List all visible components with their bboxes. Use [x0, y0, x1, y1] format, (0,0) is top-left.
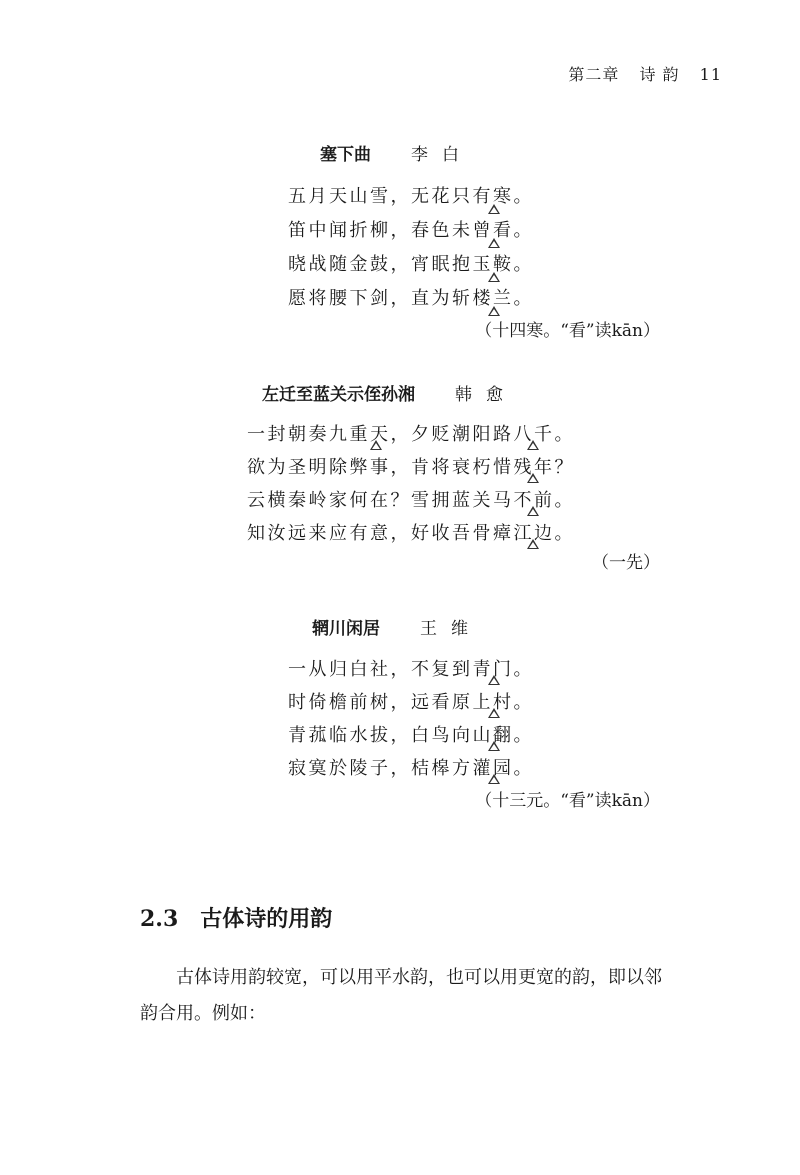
poem-line: 云横秦岭家何在？雪拥蓝关马不前。 — [247, 490, 575, 511]
rhyme-mark-icon — [527, 506, 539, 516]
page-number: 11 — [699, 65, 722, 84]
poem-line: 笛中闻折柳，春色未曾看。 — [288, 220, 534, 241]
rhyme-mark-icon — [527, 473, 539, 483]
rhyme-mark-icon — [488, 708, 500, 718]
rhyme-mark-icon — [488, 306, 500, 316]
poem-note: （十四寒。“看”读kān） — [475, 321, 660, 341]
poem-line: 知汝远来应有意，好收吾骨瘴江边。 — [247, 523, 575, 544]
poem-author: 李白 — [411, 145, 473, 165]
poem-title-text: 辋川闲居 — [312, 619, 380, 639]
rhyme-mark-icon — [488, 238, 500, 248]
poem-note: （一先） — [592, 553, 660, 573]
poem-title — [262, 380, 517, 405]
poem-note: （十三元。“看”读kān） — [475, 791, 660, 811]
poem-author: 韩愈 — [455, 385, 517, 405]
body-paragraph: 古体诗用韵较宽，可以用平水韵，也可以用更宽的韵，即以邻韵合用。例如： — [140, 967, 662, 1024]
rhyme-mark-icon — [488, 741, 500, 751]
poem-title-text: 左迁至蓝关示侄孙湘 — [262, 385, 415, 405]
poem-line: 欲为圣明除弊事，肯将衰朽惜残年？ — [247, 457, 575, 478]
poem-title — [312, 614, 482, 639]
poem-line: 时倚檐前树，远看原上村。 — [288, 692, 534, 713]
poem-line: 愿将腰下剑，直为斩楼兰。 — [288, 288, 534, 309]
poem-line: 五月天山雪，无花只有寒。 — [288, 186, 534, 207]
poem-line: 一从归白社，不复到青门。 — [288, 659, 534, 680]
poem-title — [320, 140, 473, 165]
poem-line: 寂寞於陵子，桔槔方灌园。 — [288, 758, 534, 779]
rhyme-mark-icon — [488, 204, 500, 214]
poem-line: 一封朝奏九重天，夕贬潮阳路八千。 — [247, 424, 575, 445]
poem-author: 王维 — [420, 619, 482, 639]
section-number: 2.3 — [140, 906, 179, 932]
rhyme-mark-icon — [370, 440, 382, 450]
rhyme-mark-icon — [488, 272, 500, 282]
chapter-section: 诗 韵 — [639, 65, 680, 84]
rhyme-mark-icon — [527, 539, 539, 549]
rhyme-mark-icon — [488, 774, 500, 784]
rhyme-mark-icon — [488, 675, 500, 685]
poem-title-text: 塞下曲 — [320, 145, 371, 165]
chapter-label: 第二章 — [568, 65, 620, 84]
running-header — [554, 62, 722, 85]
section-heading — [140, 902, 332, 933]
section-title: 古体诗的用韵 — [200, 906, 333, 932]
poem-line: 晓战随金鼓，宵眠抱玉鞍。 — [288, 254, 534, 275]
poem-line: 青菰临水拔，白鸟向山翻。 — [288, 725, 534, 746]
rhyme-mark-icon — [527, 440, 539, 450]
